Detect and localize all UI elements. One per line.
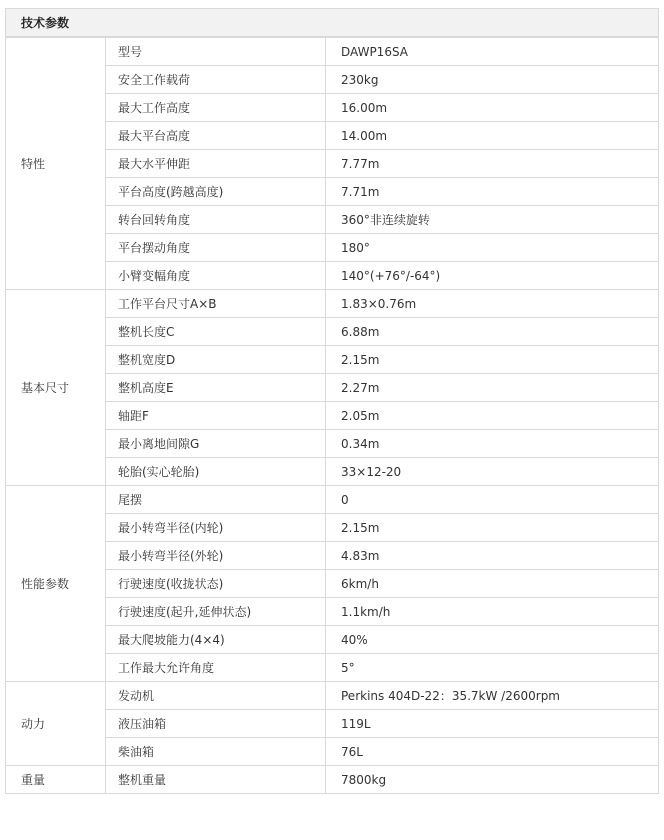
param-value-cell: 0 (326, 486, 659, 514)
param-name-cell: 整机长度C (106, 318, 326, 346)
table-row (6, 682, 659, 710)
param-value-cell: 7.77m (326, 150, 659, 178)
param-value-cell: 1.1km/h (326, 598, 659, 626)
param-name-cell: 最小转弯半径(外轮) (106, 542, 326, 570)
param-value-cell: Perkins 404D-22：35.7kW /2600rpm (326, 682, 659, 710)
param-value-cell: 230kg (326, 66, 659, 94)
param-value-cell: 180° (326, 234, 659, 262)
param-value-cell: 16.00m (326, 94, 659, 122)
param-name-cell: 液压油箱 (106, 710, 326, 738)
param-value-cell: 140°(+76°/-64°) (326, 262, 659, 290)
category-cell: 性能参数 (6, 486, 106, 682)
param-name-cell: 最小转弯半径(内轮) (106, 514, 326, 542)
param-value-cell: 6km/h (326, 570, 659, 598)
param-name-cell: 整机高度E (106, 374, 326, 402)
param-value-cell: 5° (326, 654, 659, 682)
param-name-cell: 最小离地间隙G (106, 430, 326, 458)
param-name-cell: 转台回转角度 (106, 206, 326, 234)
param-value-cell: 7.71m (326, 178, 659, 206)
param-name-cell: 平台高度(跨越高度) (106, 178, 326, 206)
param-value-cell: 4.83m (326, 542, 659, 570)
param-name-cell: 工作最大允许角度 (106, 654, 326, 682)
param-value-cell: 0.34m (326, 430, 659, 458)
param-value-cell: 6.88m (326, 318, 659, 346)
spec-table-body (6, 38, 659, 794)
param-name-cell: 柴油箱 (106, 738, 326, 766)
param-value-cell: 76L (326, 738, 659, 766)
param-name-cell: 发动机 (106, 682, 326, 710)
param-value-cell: 360°非连续旋转 (326, 206, 659, 234)
param-value-cell: 33×12-20 (326, 458, 659, 486)
param-value-cell: DAWP16SA (326, 38, 659, 66)
param-name-cell: 小臂变幅角度 (106, 262, 326, 290)
category-cell: 动力 (6, 682, 106, 766)
param-value-cell: 1.83×0.76m (326, 290, 659, 318)
param-name-cell: 最大水平伸距 (106, 150, 326, 178)
param-name-cell: 整机宽度D (106, 346, 326, 374)
param-value-cell: 2.05m (326, 402, 659, 430)
param-name-cell: 轴距F (106, 402, 326, 430)
param-value-cell: 2.15m (326, 346, 659, 374)
param-value-cell: 40% (326, 626, 659, 654)
param-value-cell: 2.27m (326, 374, 659, 402)
param-name-cell: 型号 (106, 38, 326, 66)
category-cell: 特性 (6, 38, 106, 290)
param-value-cell: 119L (326, 710, 659, 738)
table-row (6, 766, 659, 794)
param-name-cell: 安全工作载荷 (106, 66, 326, 94)
param-name-cell: 最大爬坡能力(4×4) (106, 626, 326, 654)
category-cell: 基本尺寸 (6, 290, 106, 486)
spec-table (5, 37, 659, 794)
param-name-cell: 工作平台尺寸A×B (106, 290, 326, 318)
table-row (6, 38, 659, 66)
spec-panel (5, 8, 659, 794)
section-title: 技术参数 (5, 8, 659, 37)
table-row (6, 290, 659, 318)
param-name-cell: 最大工作高度 (106, 94, 326, 122)
param-name-cell: 行驶速度(起升,延伸状态) (106, 598, 326, 626)
param-name-cell: 轮胎(实心轮胎) (106, 458, 326, 486)
param-value-cell: 2.15m (326, 514, 659, 542)
param-name-cell: 行驶速度(收拢状态) (106, 570, 326, 598)
param-value-cell: 7800kg (326, 766, 659, 794)
param-value-cell: 14.00m (326, 122, 659, 150)
param-name-cell: 平台摆动角度 (106, 234, 326, 262)
param-name-cell: 最大平台高度 (106, 122, 326, 150)
param-name-cell: 整机重量 (106, 766, 326, 794)
table-row (6, 486, 659, 514)
category-cell: 重量 (6, 766, 106, 794)
param-name-cell: 尾摆 (106, 486, 326, 514)
